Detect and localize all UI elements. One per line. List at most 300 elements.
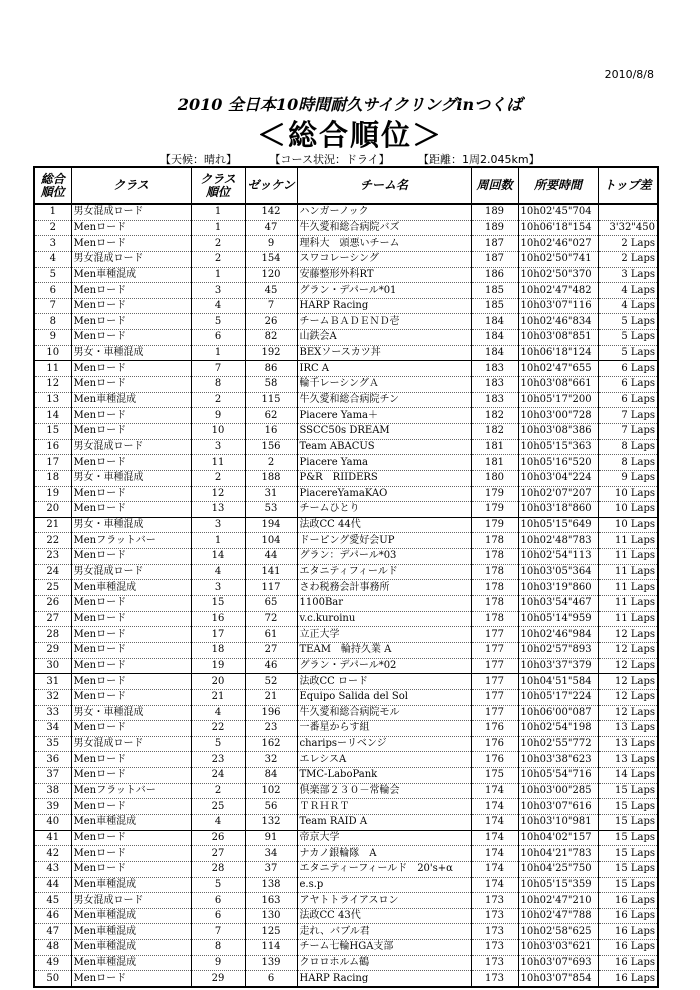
overall-rank-cell: 8	[34, 314, 71, 330]
gap-cell: 11 Laps	[598, 611, 658, 627]
class-cell: Men車種混成	[71, 908, 191, 924]
overall-rank-cell: 22	[34, 533, 71, 549]
class-cell: 男女混成ロード	[71, 439, 191, 455]
class-cell: Menロード	[71, 674, 191, 690]
class-cell: Menロード	[71, 298, 191, 314]
table-row	[34, 220, 658, 236]
team-name-cell: エタニティフィールド	[297, 564, 471, 580]
time-cell: 10h02'50"741	[518, 251, 598, 267]
team-name-cell: 山鉄会A	[297, 330, 471, 346]
team-name-cell: ハンガーノック	[297, 204, 471, 220]
laps-cell: 177	[471, 642, 518, 658]
overall-rank-cell: 25	[34, 580, 71, 596]
bib-cell: 91	[245, 830, 297, 846]
team-name-cell: Piacere Yama＋	[297, 408, 471, 424]
gap-cell: 16 Laps	[598, 924, 658, 940]
overall-rank-cell: 44	[34, 877, 71, 893]
laps-cell: 179	[471, 502, 518, 518]
bib-cell: 142	[245, 204, 297, 220]
time-cell: 10h02'46"834	[518, 314, 598, 330]
team-name-cell: 立正大学	[297, 627, 471, 643]
class-cell: Men車種混成	[71, 580, 191, 596]
team-name-cell: スワコレーシング	[297, 251, 471, 267]
team-name-cell: Piacere Yama	[297, 455, 471, 471]
laps-cell: 174	[471, 861, 518, 877]
gap-cell: 15 Laps	[598, 783, 658, 799]
overall-rank-cell: 5	[34, 267, 71, 283]
class-cell: Men車種混成	[71, 392, 191, 408]
bib-cell: 72	[245, 611, 297, 627]
time-cell: 10h02'50"370	[518, 267, 598, 283]
team-name-cell: グラン・デパール*02	[297, 658, 471, 674]
class-rank-cell: 2	[191, 783, 245, 799]
overall-rank-cell: 16	[34, 439, 71, 455]
header-class-rank: クラス 順位	[191, 167, 245, 204]
class-rank-cell: 1	[191, 345, 245, 361]
class-cell: 男女混成ロード	[71, 893, 191, 909]
time-cell: 10h05'17"200	[518, 392, 598, 408]
bib-cell: 34	[245, 846, 297, 862]
team-name-cell: 牛久愛和総合病院チン	[297, 392, 471, 408]
overall-rank-cell: 27	[34, 611, 71, 627]
table-row	[34, 345, 658, 361]
overall-rank-cell: 6	[34, 283, 71, 299]
class-cell: Menロード	[71, 361, 191, 377]
overall-rank-cell: 43	[34, 861, 71, 877]
class-cell: Menロード	[71, 830, 191, 846]
time-cell: 10h02'46"984	[518, 627, 598, 643]
class-rank-cell: 5	[191, 877, 245, 893]
overall-rank-cell: 30	[34, 658, 71, 674]
bib-cell: 53	[245, 502, 297, 518]
laps-cell: 173	[471, 908, 518, 924]
bib-cell: 21	[245, 689, 297, 705]
class-rank-cell: 4	[191, 564, 245, 580]
laps-cell: 185	[471, 298, 518, 314]
table-row	[34, 611, 658, 627]
time-cell: 10h02'47"210	[518, 893, 598, 909]
report-date: 2010/8/8	[604, 68, 654, 81]
time-cell: 10h02'54"113	[518, 549, 598, 565]
header-bib: ゼッケン	[245, 167, 297, 204]
table-row	[34, 486, 658, 502]
table-row	[34, 799, 658, 815]
bib-cell: 192	[245, 345, 297, 361]
class-cell: Menロード	[71, 408, 191, 424]
header-time: 所要時間	[518, 167, 598, 204]
gap-cell: 11 Laps	[598, 533, 658, 549]
table-row	[34, 846, 658, 862]
team-name-cell: 法政CC 43代	[297, 908, 471, 924]
gap-cell: 5 Laps	[598, 330, 658, 346]
bib-cell: 162	[245, 736, 297, 752]
bib-cell: 62	[245, 408, 297, 424]
bib-cell: 58	[245, 377, 297, 393]
overall-rank-cell: 41	[34, 830, 71, 846]
bib-cell: 196	[245, 705, 297, 721]
team-name-cell: 法政CC ロード	[297, 674, 471, 690]
team-name-cell: エレシスA	[297, 752, 471, 768]
overall-rank-cell: 20	[34, 502, 71, 518]
time-cell: 10h03'10"981	[518, 814, 598, 830]
bib-cell: 188	[245, 470, 297, 486]
team-name-cell: ナカノ銀輪隊 A	[297, 846, 471, 862]
time-cell: 10h02'46"027	[518, 236, 598, 252]
laps-cell: 176	[471, 736, 518, 752]
team-name-cell: 倶楽部２３０－常輪会	[297, 783, 471, 799]
class-rank-cell: 8	[191, 377, 245, 393]
table-row	[34, 908, 658, 924]
laps-cell: 184	[471, 330, 518, 346]
class-rank-cell: 25	[191, 799, 245, 815]
class-rank-cell: 17	[191, 627, 245, 643]
table-row	[34, 940, 658, 956]
gap-cell: 11 Laps	[598, 580, 658, 596]
overall-rank-cell: 31	[34, 674, 71, 690]
team-name-cell: チームＢＡＤＥＮＤ壱	[297, 314, 471, 330]
laps-cell: 174	[471, 830, 518, 846]
class-cell: Menロード	[71, 642, 191, 658]
class-rank-cell: 6	[191, 908, 245, 924]
class-rank-cell: 3	[191, 283, 245, 299]
time-cell: 10h02'57"893	[518, 642, 598, 658]
team-name-cell: ドーピング愛好会UP	[297, 533, 471, 549]
class-rank-cell: 23	[191, 752, 245, 768]
class-cell: Menフラットバー	[71, 783, 191, 799]
overall-rank-cell: 47	[34, 924, 71, 940]
overall-rank-cell: 49	[34, 955, 71, 971]
gap-cell: 5 Laps	[598, 314, 658, 330]
team-name-cell: HARP Racing	[297, 298, 471, 314]
team-name-cell: PiacereYamaKAO	[297, 486, 471, 502]
header-overall-rank: 総合 順位	[34, 167, 71, 204]
team-name-cell: チーム七輪HGA支部	[297, 940, 471, 956]
class-rank-cell: 3	[191, 439, 245, 455]
bib-cell: 82	[245, 330, 297, 346]
bib-cell: 86	[245, 361, 297, 377]
laps-cell: 178	[471, 596, 518, 612]
overall-rank-cell: 14	[34, 408, 71, 424]
class-rank-cell: 9	[191, 955, 245, 971]
class-cell: Menロード	[71, 455, 191, 471]
class-rank-cell: 21	[191, 689, 245, 705]
overall-rank-cell: 35	[34, 736, 71, 752]
time-cell: 10h03'07"116	[518, 298, 598, 314]
race-conditions	[160, 151, 540, 167]
table-row	[34, 580, 658, 596]
table-row	[34, 298, 658, 314]
team-name-cell: ＴＲＨＲＴ	[297, 799, 471, 815]
class-rank-cell: 4	[191, 705, 245, 721]
table-row	[34, 564, 658, 580]
team-name-cell: エタニティーフィールド 20's+α	[297, 861, 471, 877]
gap-cell: 16 Laps	[598, 893, 658, 909]
bib-cell: 194	[245, 517, 297, 533]
overall-rank-cell: 4	[34, 251, 71, 267]
class-cell: Menロード	[71, 486, 191, 502]
overall-rank-cell: 18	[34, 470, 71, 486]
team-name-cell: 走れ、バブル君	[297, 924, 471, 940]
overall-rank-cell: 50	[34, 971, 71, 987]
gap-cell: 11 Laps	[598, 596, 658, 612]
bib-cell: 156	[245, 439, 297, 455]
team-name-cell: グラン・デパール*01	[297, 283, 471, 299]
time-cell: 10h03'08"661	[518, 377, 598, 393]
overall-rank-cell: 12	[34, 377, 71, 393]
table-row	[34, 658, 658, 674]
time-cell: 10h03'07"854	[518, 971, 598, 987]
class-cell: 男女混成ロード	[71, 736, 191, 752]
class-rank-cell: 20	[191, 674, 245, 690]
laps-cell: 178	[471, 564, 518, 580]
gap-cell: 10 Laps	[598, 486, 658, 502]
laps-cell: 181	[471, 439, 518, 455]
time-cell: 10h05'15"359	[518, 877, 598, 893]
laps-cell: 176	[471, 721, 518, 737]
table-row	[34, 674, 658, 690]
laps-cell: 183	[471, 392, 518, 408]
overall-rank-cell: 42	[34, 846, 71, 862]
bib-cell: 26	[245, 314, 297, 330]
class-cell: 男女・車種混成	[71, 345, 191, 361]
overall-rank-cell: 13	[34, 392, 71, 408]
laps-cell: 176	[471, 752, 518, 768]
class-rank-cell: 18	[191, 642, 245, 658]
class-rank-cell: 5	[191, 314, 245, 330]
class-rank-cell: 24	[191, 768, 245, 784]
class-rank-cell: 7	[191, 924, 245, 940]
gap-cell: 5 Laps	[598, 345, 658, 361]
laps-cell: 180	[471, 470, 518, 486]
class-rank-cell: 1	[191, 267, 245, 283]
gap-cell: 7 Laps	[598, 423, 658, 439]
laps-cell: 186	[471, 267, 518, 283]
header-team: チーム名	[297, 167, 471, 204]
class-cell: Menロード	[71, 330, 191, 346]
gap-cell: 12 Laps	[598, 627, 658, 643]
overall-rank-cell: 9	[34, 330, 71, 346]
time-cell: 10h02'07"207	[518, 486, 598, 502]
gap-cell: 2 Laps	[598, 236, 658, 252]
table-row	[34, 533, 658, 549]
page-title: ＜総合順位＞	[256, 118, 443, 152]
laps-cell: 174	[471, 783, 518, 799]
bib-cell: 61	[245, 627, 297, 643]
table-row	[34, 330, 658, 346]
team-name-cell: IRC A	[297, 361, 471, 377]
bib-cell: 154	[245, 251, 297, 267]
gap-cell: 16 Laps	[598, 971, 658, 987]
time-cell: 10h05'15"363	[518, 439, 598, 455]
bib-cell: 47	[245, 220, 297, 236]
team-name-cell: Team RAID A	[297, 814, 471, 830]
time-cell: 10h02'47"655	[518, 361, 598, 377]
overall-rank-cell: 2	[34, 220, 71, 236]
class-cell: 男女混成ロード	[71, 204, 191, 220]
time-cell: 10h03'38"623	[518, 752, 598, 768]
class-rank-cell: 2	[191, 470, 245, 486]
table-row	[34, 549, 658, 565]
time-cell: 10h02'48"783	[518, 533, 598, 549]
header-laps: 周回数	[471, 167, 518, 204]
overall-rank-cell: 48	[34, 940, 71, 956]
gap-cell: 13 Laps	[598, 752, 658, 768]
class-cell: Menロード	[71, 752, 191, 768]
overall-rank-cell: 23	[34, 549, 71, 565]
team-name-cell: グラン：デパール*03	[297, 549, 471, 565]
table-row	[34, 392, 658, 408]
class-cell: Menロード	[71, 611, 191, 627]
gap-cell: 15 Laps	[598, 830, 658, 846]
table-row	[34, 470, 658, 486]
overall-rank-cell: 11	[34, 361, 71, 377]
team-name-cell: 安藤整形外科RT	[297, 267, 471, 283]
overall-rank-cell: 28	[34, 627, 71, 643]
table-row	[34, 971, 658, 987]
table-row	[34, 752, 658, 768]
gap-cell: 12 Laps	[598, 658, 658, 674]
time-cell: 10h04'51"584	[518, 674, 598, 690]
gap-cell: 13 Laps	[598, 736, 658, 752]
class-cell: 男女混成ロード	[71, 564, 191, 580]
class-rank-cell: 13	[191, 502, 245, 518]
overall-rank-cell: 3	[34, 236, 71, 252]
laps-cell: 184	[471, 345, 518, 361]
gap-cell: 8 Laps	[598, 455, 658, 471]
time-cell: 10h02'58"625	[518, 924, 598, 940]
bib-cell: 7	[245, 298, 297, 314]
class-cell: Menロード	[71, 220, 191, 236]
table-row	[34, 721, 658, 737]
time-cell: 10h03'54"467	[518, 596, 598, 612]
bib-cell: 45	[245, 283, 297, 299]
class-rank-cell: 5	[191, 736, 245, 752]
bib-cell: 56	[245, 799, 297, 815]
table-row	[34, 267, 658, 283]
laps-cell: 179	[471, 517, 518, 533]
class-cell: Menロード	[71, 846, 191, 862]
class-cell: Menロード	[71, 283, 191, 299]
laps-cell: 179	[471, 486, 518, 502]
laps-cell: 177	[471, 674, 518, 690]
class-rank-cell: 22	[191, 721, 245, 737]
overall-rank-cell: 46	[34, 908, 71, 924]
class-cell: Menロード	[71, 861, 191, 877]
overall-rank-cell: 45	[34, 893, 71, 909]
gap-cell: 7 Laps	[598, 408, 658, 424]
bib-cell: 52	[245, 674, 297, 690]
overall-rank-cell: 37	[34, 768, 71, 784]
time-cell: 10h03'37"379	[518, 658, 598, 674]
table-row	[34, 689, 658, 705]
gap-cell: 6 Laps	[598, 377, 658, 393]
class-rank-cell: 3	[191, 580, 245, 596]
table-row	[34, 893, 658, 909]
table-row	[34, 861, 658, 877]
overall-rank-cell: 15	[34, 423, 71, 439]
class-rank-cell: 29	[191, 971, 245, 987]
gap-cell: 3'32"450	[598, 220, 658, 236]
laps-cell: 187	[471, 236, 518, 252]
time-cell: 10h03'18"860	[518, 502, 598, 518]
time-cell: 10h06'18"154	[518, 220, 598, 236]
class-rank-cell: 26	[191, 830, 245, 846]
bib-cell: 125	[245, 924, 297, 940]
class-rank-cell: 1	[191, 533, 245, 549]
class-rank-cell: 2	[191, 251, 245, 267]
time-cell: 10h02'54"198	[518, 721, 598, 737]
table-row	[34, 314, 658, 330]
laps-cell: 174	[471, 799, 518, 815]
gap-cell: 15 Laps	[598, 814, 658, 830]
team-name-cell: 一番星からす組	[297, 721, 471, 737]
time-cell: 10h04'02"157	[518, 830, 598, 846]
team-name-cell: チームひとり	[297, 502, 471, 518]
time-cell: 10h03'08"386	[518, 423, 598, 439]
gap-cell: 12 Laps	[598, 642, 658, 658]
laps-cell: 174	[471, 877, 518, 893]
bib-cell: 130	[245, 908, 297, 924]
laps-cell: 174	[471, 814, 518, 830]
time-cell: 10h03'04"224	[518, 470, 598, 486]
class-rank-cell: 14	[191, 549, 245, 565]
table-row	[34, 236, 658, 252]
bib-cell: 84	[245, 768, 297, 784]
time-cell: 10h05'17"224	[518, 689, 598, 705]
time-cell: 10h06'18"124	[518, 345, 598, 361]
gap-cell: 16 Laps	[598, 908, 658, 924]
class-cell: Menロード	[71, 658, 191, 674]
bib-cell: 141	[245, 564, 297, 580]
class-rank-cell: 6	[191, 330, 245, 346]
team-name-cell: 牛久愛和総合病院モル	[297, 705, 471, 721]
class-rank-cell: 12	[191, 486, 245, 502]
overall-rank-cell: 17	[34, 455, 71, 471]
class-cell: Men車種混成	[71, 940, 191, 956]
gap-cell: 6 Laps	[598, 361, 658, 377]
time-cell: 10h03'08"851	[518, 330, 598, 346]
gap-cell: 4 Laps	[598, 283, 658, 299]
class-cell: Menロード	[71, 768, 191, 784]
bib-cell: 9	[245, 236, 297, 252]
table-row	[34, 814, 658, 830]
laps-cell: 183	[471, 361, 518, 377]
bib-cell: 23	[245, 721, 297, 737]
laps-cell: 185	[471, 283, 518, 299]
laps-cell: 181	[471, 455, 518, 471]
team-name-cell: v.c.kuroinu	[297, 611, 471, 627]
class-rank-cell: 4	[191, 298, 245, 314]
bib-cell: 139	[245, 955, 297, 971]
bib-cell: 44	[245, 549, 297, 565]
table-row	[34, 251, 658, 267]
class-rank-cell: 8	[191, 940, 245, 956]
laps-cell: 178	[471, 533, 518, 549]
overall-rank-cell: 1	[34, 204, 71, 220]
laps-cell: 189	[471, 220, 518, 236]
class-rank-cell: 28	[191, 861, 245, 877]
table-row	[34, 627, 658, 643]
time-cell: 10h03'05"364	[518, 564, 598, 580]
team-name-cell: さわ税務会計事務所	[297, 580, 471, 596]
table-row	[34, 830, 658, 846]
class-cell: Menロード	[71, 377, 191, 393]
overall-rank-cell: 39	[34, 799, 71, 815]
gap-cell: 2 Laps	[598, 251, 658, 267]
bib-cell: 16	[245, 423, 297, 439]
gap-cell: 15 Laps	[598, 877, 658, 893]
time-cell: 10h02'55"772	[518, 736, 598, 752]
